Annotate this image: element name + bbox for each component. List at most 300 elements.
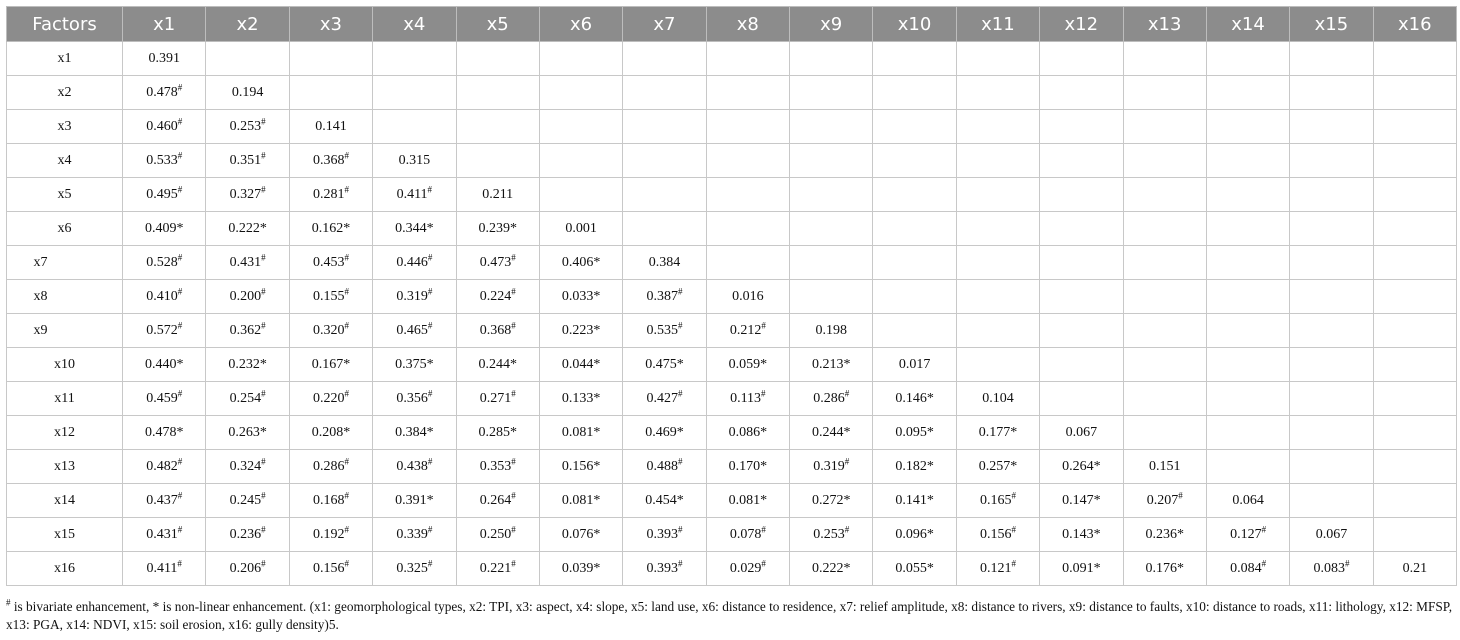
table-cell [206, 280, 289, 314]
table-cell [289, 42, 372, 76]
table-cell [123, 212, 206, 246]
cell-value: 0.460 [146, 118, 178, 134]
table-cell [790, 518, 873, 552]
cell-superscript: # [261, 285, 266, 296]
cell-value: 0.264 [479, 492, 512, 508]
cell-value: 0.213* [811, 356, 851, 372]
table-cell [790, 280, 873, 314]
cell-value: 0.384* [395, 424, 434, 440]
table-cell [289, 280, 372, 314]
cell-superscript: # [344, 251, 349, 262]
cell-value: 0.495 [146, 186, 178, 202]
row-label-text: x5 [57, 186, 72, 202]
cell-superscript: # [177, 149, 183, 160]
table-cell [706, 348, 789, 382]
cell-value: 0.083 [1313, 560, 1345, 576]
cell-value: 0.198 [815, 322, 847, 338]
cell-superscript: # [261, 387, 266, 398]
cell-superscript: # [261, 251, 266, 262]
row-label-text: x12 [54, 424, 75, 440]
table-cell [456, 246, 539, 280]
table-cell [1040, 178, 1123, 212]
table-cell [790, 144, 873, 178]
cell-value: 0.086* [728, 424, 768, 440]
table-cell [873, 382, 956, 416]
table-cell [1123, 552, 1206, 586]
table-cell [206, 450, 289, 484]
table-cell [373, 280, 456, 314]
cell-superscript: # [344, 455, 349, 466]
table-cell [539, 42, 622, 76]
cell-value: 0.067 [1315, 526, 1348, 542]
table-cell [456, 110, 539, 144]
cell-superscript: # [427, 251, 433, 262]
table-cell [1123, 348, 1206, 382]
table-cell [706, 280, 789, 314]
row-label-text: x1 [57, 50, 72, 66]
table-cell [956, 314, 1039, 348]
table-cell [1123, 518, 1206, 552]
table-cell [706, 314, 789, 348]
table-cell [539, 450, 622, 484]
table-cell [373, 484, 456, 518]
table-cell [956, 348, 1039, 382]
cell-superscript: # [177, 251, 183, 262]
table-cell [1290, 484, 1373, 518]
table-cell [1373, 552, 1456, 586]
cell-value: 0.320 [312, 322, 345, 338]
table-cell [373, 42, 456, 76]
header-x4: x4 [373, 7, 456, 42]
row-label-text: x6 [57, 220, 72, 236]
table-cell [1123, 280, 1206, 314]
cell-superscript: # [344, 319, 349, 330]
cell-superscript: # [177, 387, 183, 398]
cell-superscript: # [177, 489, 183, 500]
table-cell [1040, 280, 1123, 314]
cell-value: 0.431 [229, 254, 262, 270]
cell-value: 0.250 [479, 526, 512, 542]
cell-value: 0.212 [729, 322, 762, 338]
header-x2: x2 [206, 7, 289, 42]
table-cell [1206, 212, 1289, 246]
cell-value: 0.096* [895, 526, 934, 542]
cell-superscript: # [1178, 489, 1183, 500]
cell-superscript: # [1344, 557, 1350, 568]
table-cell [1040, 382, 1123, 416]
cell-value: 0.170* [728, 458, 768, 474]
table-row [7, 552, 1457, 586]
table-cell [623, 42, 706, 76]
table-cell [873, 484, 956, 518]
header-x9: x9 [790, 7, 873, 42]
cell-value: 0.095* [895, 424, 934, 440]
cell-value: 0.344* [395, 220, 434, 236]
table-cell [1123, 42, 1206, 76]
table-cell [873, 314, 956, 348]
table-cell [623, 382, 706, 416]
cell-value: 0.232* [228, 356, 267, 372]
table-cell [289, 382, 372, 416]
cell-value: 0.220 [312, 390, 345, 406]
table-cell [206, 144, 289, 178]
table-cell [1206, 110, 1289, 144]
cell-value: 0.459 [146, 390, 178, 406]
header-x7: x7 [623, 7, 706, 42]
cell-value: 0.393 [646, 526, 678, 542]
table-cell [289, 416, 372, 450]
table-cell [1123, 382, 1206, 416]
cell-superscript: # [1011, 523, 1016, 534]
cell-value: 0.356 [396, 390, 428, 406]
cell-superscript: # [511, 489, 516, 500]
cell-value: 0.176* [1145, 560, 1184, 576]
table-cell [706, 212, 789, 246]
table-cell [373, 212, 456, 246]
table-row [7, 484, 1457, 518]
header-x6: x6 [539, 7, 622, 42]
row-label [7, 110, 123, 144]
cell-superscript: # [344, 285, 349, 296]
table-cell [1206, 348, 1289, 382]
table-cell [1290, 178, 1373, 212]
table-cell [1290, 416, 1373, 450]
cell-value: 0.081* [561, 492, 601, 508]
table-cell [623, 484, 706, 518]
table-cell [123, 76, 206, 110]
table-cell [206, 76, 289, 110]
cell-superscript: # [677, 523, 683, 534]
table-cell [956, 484, 1039, 518]
cell-value: 0.339 [396, 526, 428, 542]
table-cell [539, 382, 622, 416]
cell-value: 0.535 [646, 322, 678, 338]
cell-value: 0.222* [811, 560, 851, 576]
cell-superscript: # [511, 557, 516, 568]
table-cell [1206, 552, 1289, 586]
table-cell [956, 450, 1039, 484]
header-x10: x10 [873, 7, 956, 42]
cell-value: 0.411 [396, 186, 428, 202]
table-cell [373, 314, 456, 348]
cell-superscript: # [511, 523, 516, 534]
cell-value: 0.156 [312, 560, 345, 576]
row-label [7, 484, 123, 518]
table-cell [373, 178, 456, 212]
cell-superscript: # [844, 455, 850, 466]
table-cell [873, 212, 956, 246]
row-label [7, 382, 123, 416]
cell-superscript: # [177, 81, 183, 92]
cell-value: 0.263* [228, 424, 267, 440]
cell-superscript: # [427, 557, 433, 568]
cell-superscript: # [177, 557, 182, 568]
table-cell [1373, 450, 1456, 484]
cell-superscript: # [344, 387, 349, 398]
cell-superscript: # [511, 285, 516, 296]
table-cell [123, 178, 206, 212]
cell-superscript: # [261, 115, 266, 126]
row-label-text: x14 [54, 492, 75, 508]
table-cell [289, 552, 372, 586]
cell-superscript: # [427, 319, 433, 330]
table-cell [539, 110, 622, 144]
table-cell [1040, 42, 1123, 76]
cell-value: 0.147* [1062, 492, 1101, 508]
cell-superscript: # [344, 523, 349, 534]
table-cell [456, 280, 539, 314]
cell-value: 0.427 [646, 390, 678, 406]
table-cell [123, 416, 206, 450]
table-cell [456, 314, 539, 348]
table-row [7, 42, 1457, 76]
header-x8: x8 [706, 7, 789, 42]
table-cell [206, 382, 289, 416]
table-cell [123, 314, 206, 348]
cell-superscript: # [761, 523, 766, 534]
cell-superscript: # [177, 183, 183, 194]
cell-value: 0.156 [979, 526, 1012, 542]
cell-value: 0.351 [229, 152, 262, 168]
table-cell [539, 246, 622, 280]
cell-value: 0.146* [895, 390, 934, 406]
cell-value: 0.084 [1230, 560, 1262, 576]
cell-value: 0.091* [1062, 560, 1101, 576]
cell-superscript: # [427, 387, 433, 398]
table-cell [123, 518, 206, 552]
cell-value: 0.393 [646, 560, 678, 576]
table-cell [956, 552, 1039, 586]
table-cell [623, 110, 706, 144]
cell-superscript: # [844, 523, 850, 534]
table-cell [1040, 484, 1123, 518]
table-cell [1206, 416, 1289, 450]
row-label [7, 552, 123, 586]
header-x5: x5 [456, 7, 539, 42]
cell-value: 0.194 [231, 84, 264, 100]
table-cell [790, 382, 873, 416]
table-cell [1373, 110, 1456, 144]
header-x14: x14 [1206, 7, 1289, 42]
table-cell [456, 382, 539, 416]
table-cell [539, 348, 622, 382]
cell-value: 0.362 [229, 322, 262, 338]
table-cell [790, 348, 873, 382]
table-cell [373, 382, 456, 416]
table-cell [539, 280, 622, 314]
table-cell [1040, 450, 1123, 484]
row-label-text: x7 [33, 254, 48, 270]
table-cell [206, 212, 289, 246]
header-x12: x12 [1040, 7, 1123, 42]
table-cell [1373, 212, 1456, 246]
cell-superscript: # [261, 319, 266, 330]
table-cell [539, 416, 622, 450]
table-cell [373, 518, 456, 552]
cell-value: 0.411 [146, 560, 178, 576]
table-cell [539, 518, 622, 552]
row-label [7, 246, 123, 280]
cell-value: 0.533 [146, 152, 178, 168]
header-factors: Factors [7, 7, 123, 42]
cell-value: 0.324 [229, 458, 262, 474]
table-cell [289, 178, 372, 212]
cell-superscript: # [261, 489, 266, 500]
table-cell [873, 280, 956, 314]
cell-value: 0.017 [898, 356, 931, 372]
table-cell [1123, 450, 1206, 484]
table-cell [873, 110, 956, 144]
cell-value: 0.391 [148, 50, 180, 66]
table-cell [456, 484, 539, 518]
cell-value: 0.044* [561, 356, 601, 372]
table-cell [790, 212, 873, 246]
table-cell [790, 416, 873, 450]
table-cell [873, 416, 956, 450]
cell-superscript: # [427, 455, 433, 466]
cell-superscript: # [344, 489, 349, 500]
cell-superscript: # [511, 251, 516, 262]
table-cell [706, 76, 789, 110]
table-cell [623, 450, 706, 484]
cell-value: 0.272* [811, 492, 851, 508]
cell-value: 0.081* [561, 424, 601, 440]
cell-superscript: # [261, 557, 266, 568]
table-row [7, 518, 1457, 552]
table-cell [456, 450, 539, 484]
interaction-table [6, 6, 1457, 586]
cell-value: 0.264* [1062, 458, 1101, 474]
table-cell [623, 144, 706, 178]
table-cell [873, 144, 956, 178]
table-cell [1206, 178, 1289, 212]
table-cell [873, 42, 956, 76]
table-cell [956, 144, 1039, 178]
table-cell [1290, 314, 1373, 348]
cell-superscript: # [677, 455, 683, 466]
table-cell [1040, 518, 1123, 552]
table-cell [706, 416, 789, 450]
table-cell [1040, 246, 1123, 280]
table-cell [123, 246, 206, 280]
table-cell [373, 110, 456, 144]
cell-superscript: # [677, 387, 683, 398]
cell-superscript: # [344, 149, 349, 160]
cell-superscript: # [344, 183, 349, 194]
table-row [7, 348, 1457, 382]
table-cell [373, 450, 456, 484]
cell-value: 0.368 [479, 322, 512, 338]
table-cell [1290, 280, 1373, 314]
cell-superscript: # [761, 387, 766, 398]
cell-value: 0.155 [312, 288, 345, 304]
row-label-text: x16 [54, 560, 75, 576]
cell-value: 0.239* [478, 220, 517, 236]
table-cell [790, 42, 873, 76]
cell-superscript: # [761, 557, 766, 568]
row-label-text: x4 [57, 152, 72, 168]
table-cell [1123, 314, 1206, 348]
row-label [7, 212, 123, 246]
cell-superscript: # [261, 523, 266, 534]
cell-value: 0.572 [146, 322, 178, 338]
header-x1: x1 [123, 7, 206, 42]
cell-superscript: # [261, 149, 266, 160]
row-label [7, 450, 123, 484]
table-cell [1290, 76, 1373, 110]
table-header-row [7, 7, 1457, 42]
cell-value: 0.059* [728, 356, 768, 372]
cell-superscript: # [177, 319, 183, 330]
cell-value: 0.325 [396, 560, 428, 576]
table-cell [123, 552, 206, 586]
cell-value: 0.440* [144, 356, 184, 372]
table-cell [1373, 518, 1456, 552]
table-footnote [6, 598, 1456, 634]
row-label-text: x11 [54, 390, 75, 406]
cell-value: 0.253 [813, 526, 845, 542]
table-cell [1290, 518, 1373, 552]
cell-value: 0.104 [982, 390, 1014, 406]
table-cell [206, 110, 289, 144]
table-cell [956, 178, 1039, 212]
cell-value: 0.029 [729, 560, 762, 576]
cell-superscript: # [177, 455, 183, 466]
table-cell [206, 246, 289, 280]
table-cell [1206, 518, 1289, 552]
table-row [7, 382, 1457, 416]
table-cell [123, 382, 206, 416]
table-cell [1123, 484, 1206, 518]
table-cell [123, 42, 206, 76]
table-cell [1373, 484, 1456, 518]
table-cell [373, 552, 456, 586]
cell-value: 0.473 [479, 254, 512, 270]
table-cell [1040, 348, 1123, 382]
table-cell [1373, 416, 1456, 450]
table-cell [456, 518, 539, 552]
table-cell [289, 144, 372, 178]
table-cell [873, 348, 956, 382]
table-cell [956, 382, 1039, 416]
cell-value: 0.437 [146, 492, 178, 508]
table-cell [623, 518, 706, 552]
cell-superscript: # [261, 455, 266, 466]
row-label [7, 42, 123, 76]
cell-value: 0.327 [229, 186, 262, 202]
table-cell [456, 144, 539, 178]
cell-value: 0.141* [895, 492, 934, 508]
cell-value: 0.528 [146, 254, 178, 270]
row-label [7, 518, 123, 552]
cell-value: 0.368 [312, 152, 345, 168]
table-cell [706, 518, 789, 552]
table-cell [873, 518, 956, 552]
cell-superscript: # [427, 523, 433, 534]
table-cell [706, 484, 789, 518]
table-cell [1206, 314, 1289, 348]
table-cell [873, 178, 956, 212]
table-cell [1206, 246, 1289, 280]
table-cell [623, 76, 706, 110]
table-cell [373, 246, 456, 280]
table-cell [456, 76, 539, 110]
table-cell [790, 110, 873, 144]
cell-value: 0.391* [395, 492, 434, 508]
cell-value: 0.286 [813, 390, 845, 406]
cell-value: 0.271 [479, 390, 512, 406]
table-cell [206, 484, 289, 518]
